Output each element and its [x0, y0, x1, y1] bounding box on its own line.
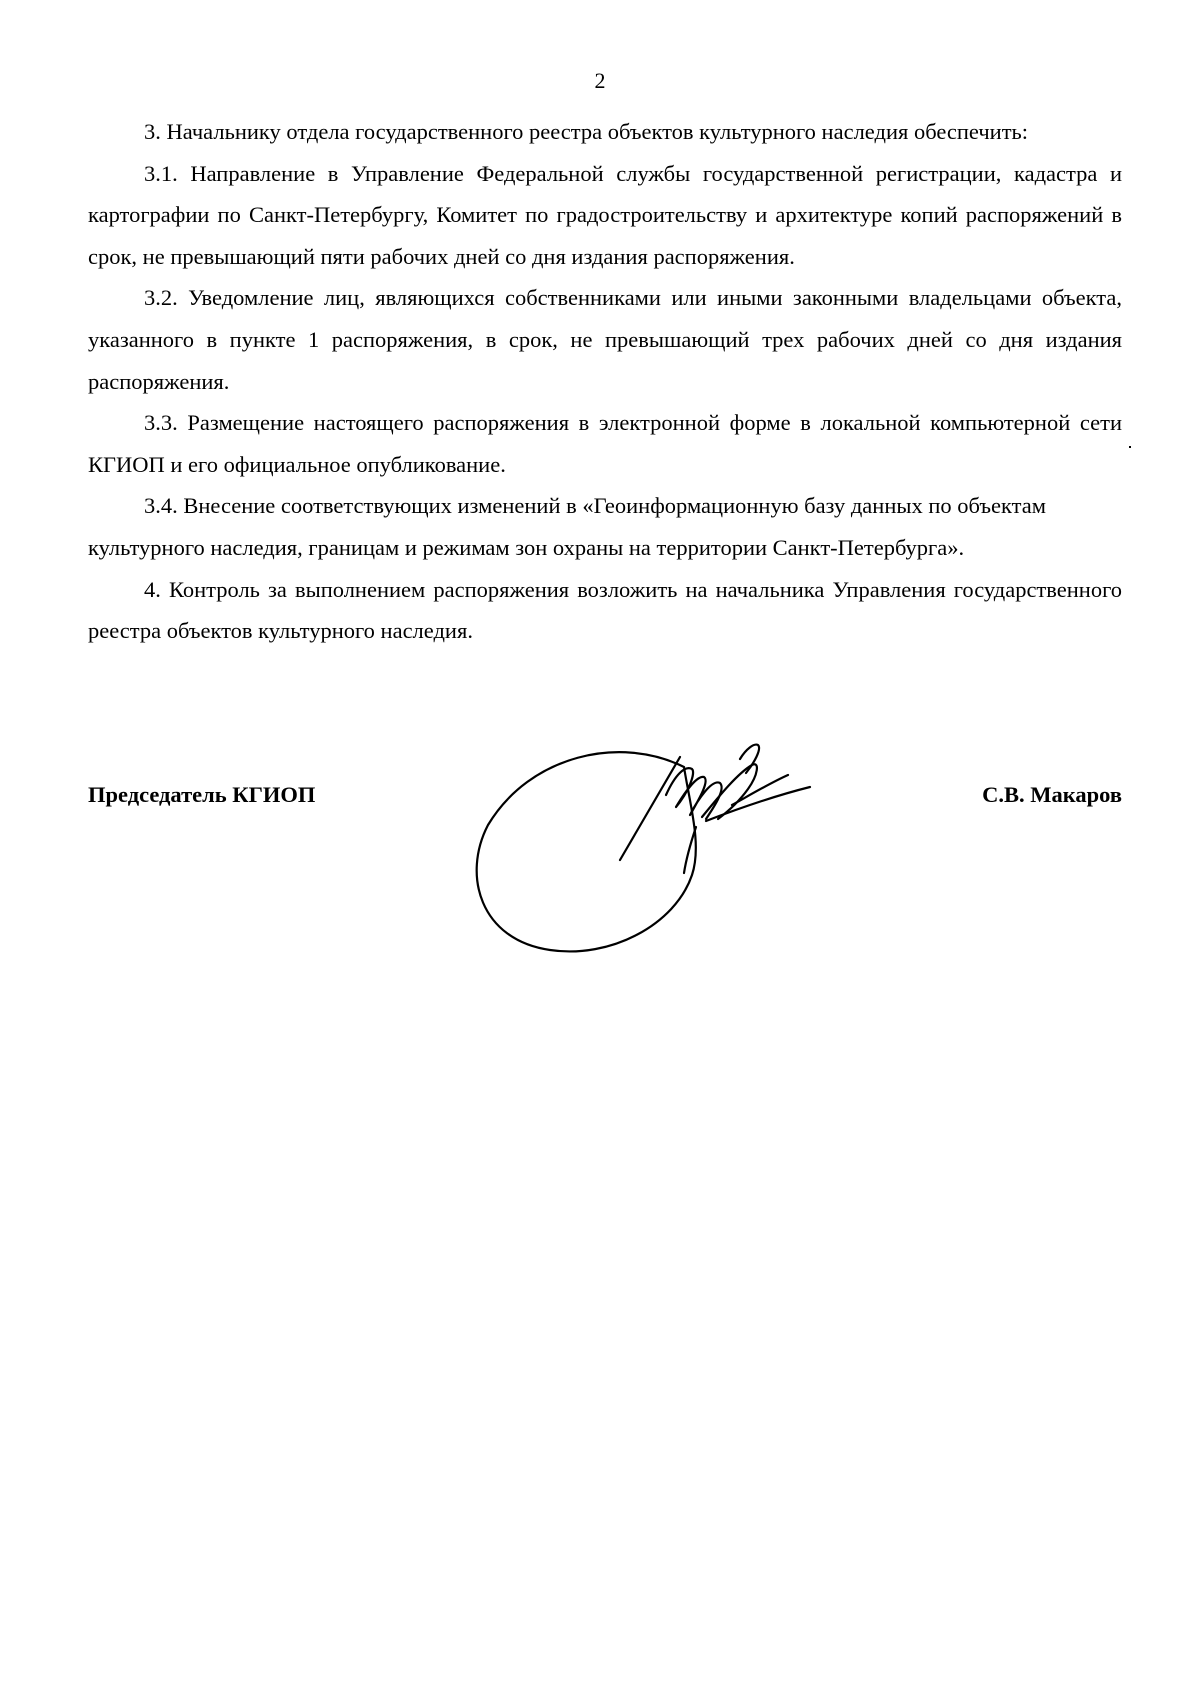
- paragraph-item-3-2: 3.2. Уведомление лиц, являющихся собственниками или иными законными владельцами объекта, указанного в пункте 1 распоряжения, в срок, не превышающий трех рабочих дней со дня издания распоряжения.: [88, 285, 1122, 394]
- scan-speck: [1129, 446, 1131, 448]
- signer-name: С.В. Макаров: [982, 782, 1122, 807]
- paragraph-item-4: 4. Контроль за выполнением распоряжения возложить на начальника Управления государственного реестра объектов культурного наследия.: [88, 576, 1122, 644]
- page-number: 2: [594, 68, 606, 93]
- paragraph-item-3-4: 3.4. Внесение соответствующих изменений в «Геоинформационную базу данных по объектам культурного наследия, границам и режимам зон охраны на территории Санкт-Петербурга».: [88, 493, 1046, 560]
- paragraph-item-3: 3. Начальнику отдела государственного реестра объектов культурного наследия обеспечить:: [144, 119, 1029, 144]
- paragraph-item-3-3: 3.3. Размещение настоящего распоряжения в электронной форме в локальной компьютерной сети КГИОП и его официальное опубликование.: [88, 410, 1122, 477]
- paragraph-item-3-1: 3.1. Направление в Управление Федеральной службы государственной регистрации, кадастра и картографии по Санкт-Петербургу, Комитет по градостроительству и архитектуре копий распоряжений в срок, не превышающий пяти рабочих дней со дня издания распоряжения.: [88, 160, 1122, 269]
- document-body: [88, 111, 1122, 652]
- signer-title: Председатель КГИОП: [88, 782, 316, 807]
- handwritten-signature: [470, 735, 890, 965]
